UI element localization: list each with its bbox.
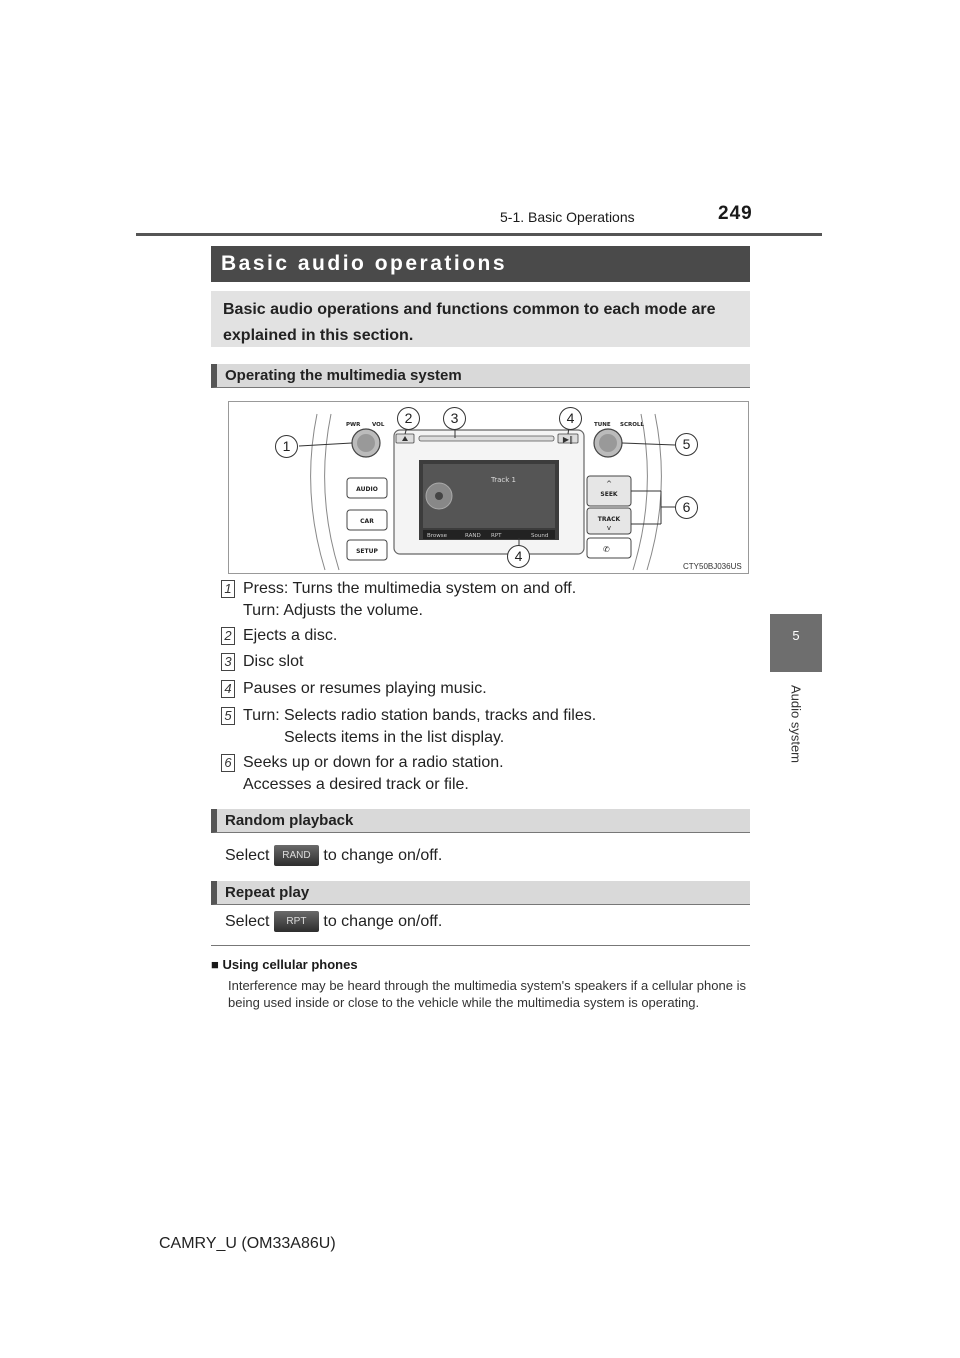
item-6-line-2: Accesses a desired track or file. xyxy=(243,776,469,793)
screen-sound-label: Sound xyxy=(531,533,549,539)
chapter-label xyxy=(760,680,832,780)
page-title: Basic audio operations xyxy=(211,246,750,282)
multimedia-panel-figure xyxy=(228,401,749,574)
svg-text:v: v xyxy=(606,524,612,532)
callout-6: 6 xyxy=(675,496,698,519)
item-number-3: 3 xyxy=(221,653,235,671)
item-4-line-1: Pauses or resumes playing music. xyxy=(243,680,487,697)
chapter-tab: 5 xyxy=(770,614,822,672)
item-number-6: 6 xyxy=(221,754,235,772)
heading-operating: Operating the multimedia system xyxy=(211,364,750,388)
setup-button-label: SETUP xyxy=(356,548,378,555)
intro-text: Basic audio operations and functions common to each mode are explained in this section. xyxy=(211,291,750,347)
note-heading xyxy=(211,957,358,972)
svg-text:✆: ✆ xyxy=(603,545,610,554)
note-title: Using cellular phones xyxy=(222,957,358,972)
callout-4-top: 4 xyxy=(559,407,582,430)
note-marker: ■ xyxy=(211,957,219,972)
chapter-label-text: Audio system xyxy=(788,684,804,764)
item-6-line-1: Seeks up or down for a radio station. xyxy=(243,754,504,771)
car-button-label: CAR xyxy=(360,518,374,525)
svg-text:▶‖: ▶‖ xyxy=(562,435,574,444)
item-1-line-2: Turn: Adjusts the volume. xyxy=(243,602,423,619)
figure-code: CTY50BJ036US xyxy=(683,562,742,571)
item-number-1: 1 xyxy=(221,580,235,598)
track-button-label: TRACK xyxy=(597,516,621,523)
heading-random-playback: Random playback xyxy=(211,809,750,833)
callout-2: 2 xyxy=(397,407,420,430)
callout-3: 3 xyxy=(443,407,466,430)
item-number-2: 2 xyxy=(221,627,235,645)
screen-rpt-label: RPT xyxy=(491,533,502,539)
screen-rand-label: RAND xyxy=(465,533,481,539)
repeat-select-word: Select xyxy=(225,913,270,930)
note-divider xyxy=(211,945,750,946)
rpt-button-image: RPT xyxy=(274,911,319,932)
item-number-5: 5 xyxy=(221,707,235,725)
repeat-change-text: to change on/off. xyxy=(323,913,443,930)
scroll-label: SCROLL xyxy=(620,422,644,428)
screen-browse-label: Browse xyxy=(427,533,448,539)
item-3-line-1: Disc slot xyxy=(243,653,304,670)
page-number: 249 xyxy=(718,203,753,224)
section-path: 5-1. Basic Operations xyxy=(500,209,635,225)
note-body: Interference may be heard through the multimedia system's speakers if a cellular phone is being used inside or close to the vehicle while the multimedia system is operating. xyxy=(228,978,746,1010)
screen-track-title: Track 1 xyxy=(491,476,516,484)
repeat-instruction xyxy=(225,911,442,933)
rand-button-image: RAND xyxy=(274,845,319,866)
header-divider xyxy=(136,233,822,236)
svg-text:^: ^ xyxy=(606,480,612,488)
heading-repeat-play: Repeat play xyxy=(211,881,750,905)
seek-button-label: SEEK xyxy=(600,491,618,498)
random-instruction xyxy=(225,845,442,867)
audio-button-label: AUDIO xyxy=(356,486,378,493)
tune-label: TUNE xyxy=(594,422,611,428)
pwr-label: PWR xyxy=(346,422,361,428)
item-number-4: 4 xyxy=(221,680,235,698)
callout-1: 1 xyxy=(275,435,298,458)
item-2-line-1: Ejects a disc. xyxy=(243,627,338,644)
callout-5: 5 xyxy=(675,433,698,456)
callout-4-bottom: 4 xyxy=(507,545,530,568)
item-1-line-1: Press: Turns the multimedia system on and off. xyxy=(243,580,577,597)
random-select-word: Select xyxy=(225,847,270,864)
footer-model: CAMRY_U (OM33A86U) xyxy=(159,1235,336,1252)
panel-illustration xyxy=(229,402,748,573)
item-5-line-1: Selects radio station bands, tracks and files. xyxy=(284,707,597,724)
item-5-line-2: Selects items in the list display. xyxy=(284,729,505,746)
item-5-turn-label: Turn: xyxy=(243,707,280,724)
random-change-text: to change on/off. xyxy=(323,847,443,864)
vol-label: VOL xyxy=(372,422,385,428)
